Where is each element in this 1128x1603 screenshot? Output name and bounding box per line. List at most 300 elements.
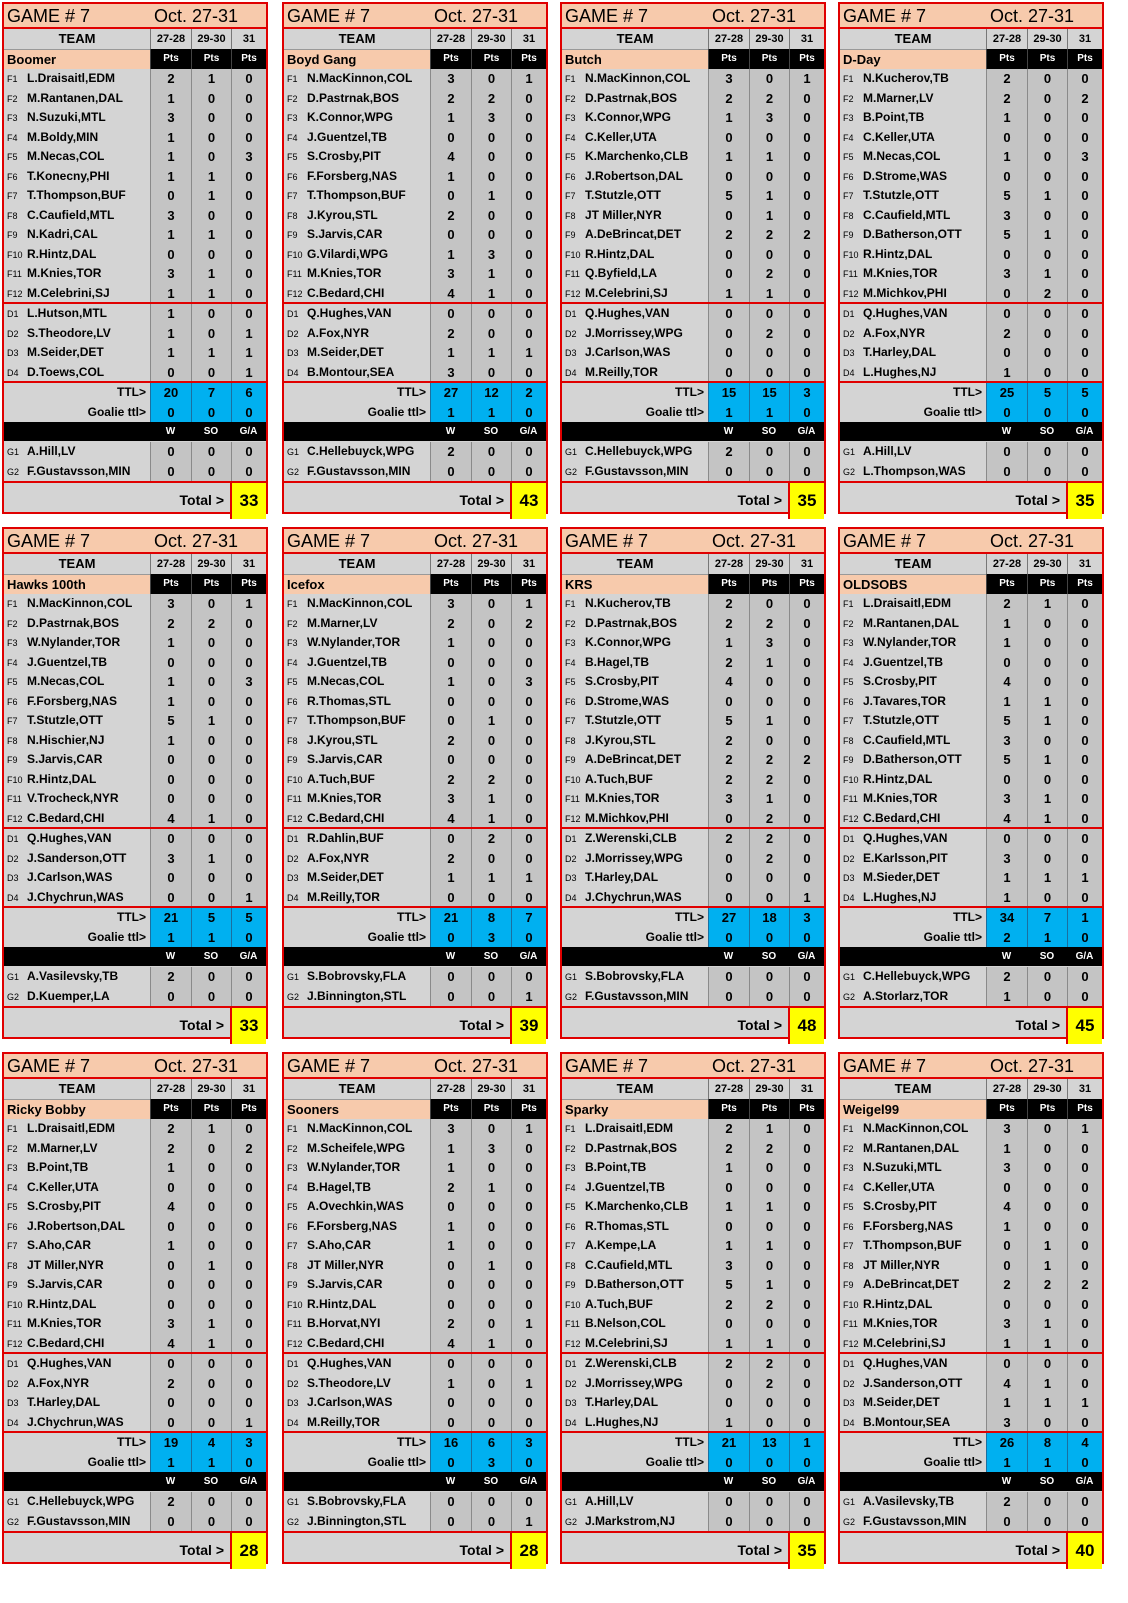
player-name-cell bbox=[4, 653, 150, 673]
position-label: F6 bbox=[287, 696, 298, 707]
points-cell: 0 bbox=[231, 1236, 266, 1256]
points-cell: 1 bbox=[191, 849, 231, 869]
goalie-ttl-value: 0 bbox=[1067, 403, 1102, 423]
points-cell: 1 bbox=[191, 711, 231, 731]
player-name-cell bbox=[284, 1334, 430, 1354]
player-name: J.Morrissey,WPG bbox=[585, 1375, 683, 1390]
position-label: F12 bbox=[7, 813, 23, 824]
points-cell: 0 bbox=[511, 147, 546, 167]
player-name-cell bbox=[4, 1393, 150, 1413]
goals-against-header: G/A bbox=[519, 426, 538, 437]
points-cell: 0 bbox=[789, 343, 824, 363]
points-cell: 0 bbox=[749, 1393, 789, 1413]
points-cell: 0 bbox=[191, 1374, 231, 1394]
points-cell: 0 bbox=[471, 1512, 511, 1532]
position-label: F1 bbox=[287, 599, 298, 609]
points-cell: 2 bbox=[430, 770, 471, 790]
points-cell: 1 bbox=[749, 284, 789, 304]
position-label: F9 bbox=[287, 1280, 298, 1290]
player-name-cell bbox=[840, 967, 986, 987]
player-name: S.Jarvis,CAR bbox=[307, 1277, 383, 1291]
points-cell: 0 bbox=[191, 672, 231, 692]
player-name-cell bbox=[562, 653, 708, 673]
points-cell: 0 bbox=[1027, 1217, 1067, 1237]
player-name-cell bbox=[562, 1295, 708, 1315]
points-cell: 0 bbox=[1067, 849, 1102, 869]
date-column-header: 31 bbox=[789, 554, 824, 574]
player-name: J.Sanderson,OTT bbox=[27, 850, 127, 865]
player-name: D.Pastrnak,BOS bbox=[585, 615, 678, 630]
player-name: N.Kucherov,TB bbox=[863, 71, 949, 85]
player-name-cell bbox=[840, 1119, 986, 1139]
points-cell: 0 bbox=[231, 829, 266, 849]
position-label: D4 bbox=[7, 1417, 19, 1428]
player-name-cell bbox=[840, 245, 986, 265]
player-name-cell bbox=[284, 89, 430, 109]
ttl-label: TTL> bbox=[675, 910, 704, 924]
player-name-cell bbox=[562, 1492, 708, 1512]
position-label: D4 bbox=[565, 1417, 577, 1428]
player-name-cell bbox=[284, 225, 430, 245]
points-cell: 2 bbox=[708, 731, 749, 751]
points-cell: 0 bbox=[191, 245, 231, 265]
goalie-ttl-value: 0 bbox=[511, 928, 546, 948]
ttl-value: 3 bbox=[231, 1433, 266, 1453]
position-label: F10 bbox=[7, 774, 23, 785]
position-label: F7 bbox=[565, 191, 576, 201]
position-label: D1 bbox=[287, 309, 299, 319]
ttl-label: TTL> bbox=[953, 1435, 982, 1449]
player-name: S.Jarvis,CAR bbox=[307, 752, 383, 766]
ttl-value: 4 bbox=[1067, 1433, 1102, 1453]
points-cell: 3 bbox=[430, 789, 471, 809]
player-name: D.Pastrnak,BOS bbox=[585, 1140, 678, 1155]
pts-header: Pts bbox=[150, 1099, 191, 1119]
player-name: C.Keller,UTA bbox=[27, 1179, 99, 1194]
position-label: G2 bbox=[843, 1516, 856, 1527]
player-name: T.Thompson,BUF bbox=[307, 713, 406, 727]
points-cell: 0 bbox=[150, 442, 191, 462]
points-cell: 0 bbox=[191, 633, 231, 653]
points-cell: 0 bbox=[789, 363, 824, 383]
points-cell: 1 bbox=[150, 284, 191, 304]
points-cell: 1 bbox=[749, 789, 789, 809]
game-number: GAME # 7 bbox=[565, 531, 649, 551]
position-label: G1 bbox=[843, 447, 856, 457]
points-cell: 4 bbox=[430, 1334, 471, 1354]
ttl-value: 16 bbox=[430, 1433, 471, 1453]
shutouts-header: SO bbox=[761, 1476, 777, 1487]
points-cell: 1 bbox=[150, 731, 191, 751]
position-label: F8 bbox=[565, 210, 576, 221]
team-card bbox=[2, 1052, 268, 1564]
ttl-value: 6 bbox=[231, 383, 266, 403]
player-name: K.Marchenko,CLB bbox=[585, 149, 689, 163]
points-cell: 0 bbox=[1067, 1512, 1102, 1532]
points-cell: 1 bbox=[191, 1256, 231, 1276]
position-label: F2 bbox=[843, 93, 854, 104]
date-column-header: 27-28 bbox=[430, 29, 471, 49]
position-label: F10 bbox=[843, 249, 859, 260]
points-cell: 0 bbox=[430, 967, 471, 987]
points-cell: 0 bbox=[1067, 809, 1102, 829]
points-cell: 0 bbox=[749, 1178, 789, 1198]
player-name: D.Pastrnak,BOS bbox=[307, 90, 400, 105]
goalie-ttl-value: 1 bbox=[749, 403, 789, 423]
position-label: D2 bbox=[843, 853, 855, 864]
goalie-ttl-value: 1 bbox=[191, 928, 231, 948]
points-cell: 1 bbox=[511, 1512, 546, 1532]
player-name-cell bbox=[284, 711, 430, 731]
points-cell: 0 bbox=[150, 462, 191, 482]
points-cell: 0 bbox=[231, 206, 266, 226]
position-label: F6 bbox=[287, 1221, 298, 1232]
points-cell: 0 bbox=[789, 324, 824, 344]
player-name-cell bbox=[562, 245, 708, 265]
player-name: M.Celebrini,SJ bbox=[27, 285, 110, 300]
points-cell: 2 bbox=[986, 1275, 1027, 1295]
player-name-cell bbox=[284, 69, 430, 89]
position-label: D1 bbox=[287, 834, 299, 844]
player-name: J.Morrissey,WPG bbox=[585, 325, 683, 340]
player-name-cell bbox=[562, 128, 708, 148]
date-column-header: 31 bbox=[511, 554, 546, 574]
position-label: F4 bbox=[843, 657, 854, 668]
position-label: F12 bbox=[287, 1338, 303, 1349]
points-cell: 1 bbox=[191, 809, 231, 829]
position-label: F8 bbox=[7, 1260, 18, 1271]
position-label: F5 bbox=[843, 1202, 854, 1212]
player-name-cell bbox=[562, 849, 708, 869]
points-cell: 0 bbox=[708, 1492, 749, 1512]
points-cell: 0 bbox=[1027, 967, 1067, 987]
points-cell: 0 bbox=[150, 987, 191, 1007]
player-name-cell bbox=[4, 1354, 150, 1374]
player-name-cell bbox=[284, 1295, 430, 1315]
points-cell: 4 bbox=[986, 672, 1027, 692]
player-name: N.MacKinnon,COL bbox=[307, 1121, 413, 1135]
points-cell: 0 bbox=[708, 868, 749, 888]
position-label: D2 bbox=[7, 328, 19, 339]
player-name-cell bbox=[840, 128, 986, 148]
points-cell: 0 bbox=[749, 245, 789, 265]
player-name: T.Thompson,BUF bbox=[27, 188, 126, 202]
player-name-cell bbox=[562, 167, 708, 187]
goalie-ttl-value: 1 bbox=[430, 403, 471, 423]
date-column-header: 31 bbox=[231, 1079, 266, 1099]
points-cell: 2 bbox=[749, 809, 789, 829]
player-name: R.Hintz,DAL bbox=[27, 246, 97, 261]
position-label: G1 bbox=[7, 1497, 20, 1507]
position-label: D3 bbox=[843, 873, 855, 883]
points-cell: 0 bbox=[749, 1413, 789, 1433]
points-cell: 0 bbox=[430, 1295, 471, 1315]
card-header bbox=[284, 1054, 546, 1079]
total-label: Total > bbox=[459, 1542, 504, 1558]
player-name: L.Thompson,WAS bbox=[863, 463, 966, 478]
goalie-ttl-label: Goalie ttl> bbox=[367, 1454, 426, 1469]
player-name-cell bbox=[4, 1197, 150, 1217]
points-cell: 0 bbox=[708, 343, 749, 363]
points-cell: 0 bbox=[430, 1512, 471, 1532]
player-name: B.Point,TB bbox=[585, 1160, 647, 1174]
points-cell: 0 bbox=[471, 1295, 511, 1315]
position-label: D4 bbox=[287, 892, 299, 903]
points-cell: 1 bbox=[986, 108, 1027, 128]
position-label: F5 bbox=[843, 152, 854, 162]
date-column-header: 29-30 bbox=[1027, 1079, 1067, 1099]
pts-header: Pts bbox=[708, 1099, 749, 1119]
points-cell: 0 bbox=[1067, 770, 1102, 790]
wins-header: W bbox=[1001, 426, 1012, 437]
goalie-ttl-value: 0 bbox=[231, 928, 266, 948]
player-name: J.Chychrun,WAS bbox=[27, 1414, 124, 1429]
points-cell: 3 bbox=[511, 672, 546, 692]
position-label: D2 bbox=[843, 1378, 855, 1389]
points-cell: 2 bbox=[789, 225, 824, 245]
player-name-cell bbox=[840, 1158, 986, 1178]
player-name-cell bbox=[284, 633, 430, 653]
points-cell: 2 bbox=[986, 967, 1027, 987]
points-cell: 0 bbox=[708, 264, 749, 284]
points-cell: 2 bbox=[1067, 1275, 1102, 1295]
ttl-value: 21 bbox=[708, 1433, 749, 1453]
points-cell: 0 bbox=[231, 1197, 266, 1217]
points-cell: 0 bbox=[150, 1178, 191, 1198]
player-name: M.Knies,TOR bbox=[585, 791, 660, 805]
total-label: Total > bbox=[179, 492, 224, 508]
points-cell: 1 bbox=[986, 1393, 1027, 1413]
game-number: GAME # 7 bbox=[565, 6, 649, 26]
player-name: J.Carlson,WAS bbox=[27, 870, 113, 884]
points-cell: 0 bbox=[150, 1354, 191, 1374]
player-name-cell bbox=[284, 967, 430, 987]
date-column-header: 27-28 bbox=[708, 554, 749, 574]
player-name-cell bbox=[840, 225, 986, 245]
points-cell: 0 bbox=[1027, 770, 1067, 790]
goals-against-header: G/A bbox=[519, 951, 538, 962]
team-name: KRS bbox=[562, 574, 708, 594]
player-name: S.Bobrovsky,FLA bbox=[307, 1494, 407, 1508]
points-cell: 2 bbox=[471, 770, 511, 790]
player-name: K.Marchenko,CLB bbox=[585, 1199, 689, 1213]
points-cell: 0 bbox=[789, 653, 824, 673]
points-cell: 0 bbox=[150, 829, 191, 849]
position-label: G1 bbox=[565, 447, 578, 457]
pts-header: Pts bbox=[749, 574, 789, 594]
player-name: A.Ovechkin,WAS bbox=[307, 1199, 404, 1213]
points-cell: 3 bbox=[430, 594, 471, 614]
ttl-label: TTL> bbox=[675, 1435, 704, 1449]
points-cell: 0 bbox=[430, 1256, 471, 1276]
points-cell: 2 bbox=[150, 1139, 191, 1159]
points-cell: 0 bbox=[511, 186, 546, 206]
player-name-cell bbox=[562, 1512, 708, 1532]
player-name: W.Nylander,TOR bbox=[27, 635, 121, 649]
position-label: F12 bbox=[7, 288, 23, 299]
points-cell: 0 bbox=[789, 1374, 824, 1394]
game-number: GAME # 7 bbox=[7, 1056, 91, 1076]
goalie-stats-header bbox=[840, 947, 1102, 966]
player-name: Q.Hughes,VAN bbox=[307, 306, 392, 320]
points-cell: 2 bbox=[789, 750, 824, 770]
goalie-stats-header bbox=[562, 947, 824, 966]
team-card bbox=[282, 2, 548, 514]
points-cell: 1 bbox=[150, 167, 191, 187]
points-cell: 0 bbox=[191, 206, 231, 226]
points-cell: 0 bbox=[471, 967, 511, 987]
points-cell: 5 bbox=[986, 711, 1027, 731]
player-name-cell bbox=[4, 711, 150, 731]
player-name-cell bbox=[284, 1275, 430, 1295]
player-name: C.Bedard,CHI bbox=[863, 810, 941, 825]
player-name-cell bbox=[562, 225, 708, 245]
points-cell: 0 bbox=[1067, 633, 1102, 653]
points-cell: 0 bbox=[231, 1158, 266, 1178]
team-column-header: TEAM bbox=[562, 1079, 708, 1099]
position-label: F2 bbox=[565, 93, 576, 104]
position-label: D2 bbox=[565, 328, 577, 339]
ttl-value: 18 bbox=[749, 908, 789, 928]
points-cell: 0 bbox=[511, 206, 546, 226]
points-cell: 2 bbox=[708, 594, 749, 614]
points-cell: 0 bbox=[708, 324, 749, 344]
goals-against-header: G/A bbox=[239, 951, 258, 962]
date-column-header: 31 bbox=[511, 1079, 546, 1099]
points-cell: 1 bbox=[986, 987, 1027, 1007]
ttl-value: 15 bbox=[708, 383, 749, 403]
points-cell: 0 bbox=[789, 770, 824, 790]
player-name: M.Seider,DET bbox=[307, 870, 384, 884]
date-column-header: 27-28 bbox=[430, 554, 471, 574]
points-cell: 0 bbox=[430, 462, 471, 482]
player-name: W.Nylander,TOR bbox=[307, 1160, 401, 1174]
points-cell: 0 bbox=[1067, 711, 1102, 731]
points-cell: 1 bbox=[430, 868, 471, 888]
points-cell: 1 bbox=[471, 186, 511, 206]
points-cell: 0 bbox=[511, 1217, 546, 1237]
pts-header: Pts bbox=[749, 1099, 789, 1119]
team-card bbox=[282, 527, 548, 1039]
points-cell: 0 bbox=[1067, 1354, 1102, 1374]
points-cell: 0 bbox=[1067, 128, 1102, 148]
ttl-value: 25 bbox=[986, 383, 1027, 403]
player-name-cell bbox=[4, 108, 150, 128]
goalie-ttl-value: 1 bbox=[150, 1453, 191, 1473]
points-cell: 0 bbox=[191, 789, 231, 809]
points-cell: 1 bbox=[191, 69, 231, 89]
goalie-ttl-value: 0 bbox=[511, 403, 546, 423]
total-label: Total > bbox=[1015, 1542, 1060, 1558]
points-cell: 0 bbox=[1067, 206, 1102, 226]
position-label: F6 bbox=[565, 171, 576, 182]
points-cell: 0 bbox=[191, 594, 231, 614]
goalie-ttl-value: 0 bbox=[708, 1453, 749, 1473]
points-cell: 0 bbox=[789, 1393, 824, 1413]
player-name: A.DeBrincat,DET bbox=[863, 1277, 960, 1291]
points-cell: 0 bbox=[986, 1236, 1027, 1256]
points-cell: 0 bbox=[789, 1197, 824, 1217]
points-cell: 2 bbox=[749, 89, 789, 109]
position-label: F9 bbox=[7, 230, 18, 240]
wins-header: W bbox=[1001, 1476, 1012, 1487]
points-cell: 0 bbox=[789, 147, 824, 167]
player-name: A.Tuch,BUF bbox=[585, 1296, 653, 1311]
points-cell: 0 bbox=[191, 1413, 231, 1433]
points-cell: 1 bbox=[471, 343, 511, 363]
pts-header: Pts bbox=[1067, 574, 1102, 594]
points-cell: 1 bbox=[511, 594, 546, 614]
date-column-header: 29-30 bbox=[749, 29, 789, 49]
points-cell: 1 bbox=[150, 225, 191, 245]
ttl-value: 3 bbox=[789, 383, 824, 403]
total-label: Total > bbox=[1015, 492, 1060, 508]
position-label: D2 bbox=[7, 853, 19, 864]
player-name-cell bbox=[4, 147, 150, 167]
player-name-cell bbox=[284, 731, 430, 751]
player-name-cell bbox=[840, 692, 986, 712]
player-name: C.Keller,UTA bbox=[585, 129, 657, 144]
points-cell: 1 bbox=[430, 167, 471, 187]
player-name-cell bbox=[4, 1334, 150, 1354]
player-name: L.Hughes,NJ bbox=[863, 364, 937, 379]
points-cell: 1 bbox=[511, 868, 546, 888]
points-cell: 0 bbox=[789, 692, 824, 712]
points-cell: 0 bbox=[511, 1334, 546, 1354]
team-column-header: TEAM bbox=[840, 554, 986, 574]
points-cell: 0 bbox=[471, 1393, 511, 1413]
player-name: D.Batherson,OTT bbox=[585, 1277, 684, 1291]
points-cell: 1 bbox=[749, 1275, 789, 1295]
position-label: F2 bbox=[287, 1143, 298, 1154]
position-label: F12 bbox=[565, 288, 581, 299]
player-name-cell bbox=[840, 789, 986, 809]
points-cell: 1 bbox=[191, 186, 231, 206]
player-name-cell bbox=[284, 363, 430, 383]
goalie-ttl-value: 0 bbox=[749, 928, 789, 948]
points-cell: 1 bbox=[986, 1139, 1027, 1159]
points-cell: 4 bbox=[430, 809, 471, 829]
points-cell: 3 bbox=[986, 1314, 1027, 1334]
player-name: A.Tuch,BUF bbox=[585, 771, 653, 786]
points-cell: 0 bbox=[430, 987, 471, 1007]
points-cell: 0 bbox=[789, 1119, 824, 1139]
points-cell: 0 bbox=[1027, 147, 1067, 167]
points-cell: 0 bbox=[191, 987, 231, 1007]
shutouts-header: SO bbox=[483, 951, 499, 962]
player-name: F.Forsberg,NAS bbox=[863, 1218, 954, 1233]
player-name: W.Nylander,TOR bbox=[307, 635, 401, 649]
points-cell: 1 bbox=[471, 284, 511, 304]
position-label: F1 bbox=[7, 74, 18, 84]
ttl-label: TTL> bbox=[953, 910, 982, 924]
points-cell: 0 bbox=[511, 1139, 546, 1159]
position-label: F6 bbox=[7, 696, 18, 707]
position-label: F3 bbox=[843, 638, 854, 648]
shutouts-header: SO bbox=[483, 426, 499, 437]
player-name-cell bbox=[4, 829, 150, 849]
points-cell: 0 bbox=[1067, 1197, 1102, 1217]
points-cell: 0 bbox=[511, 1492, 546, 1512]
points-cell: 0 bbox=[231, 1354, 266, 1374]
points-cell: 0 bbox=[708, 987, 749, 1007]
points-cell: 1 bbox=[471, 264, 511, 284]
team-name: Sparky bbox=[562, 1099, 708, 1119]
position-label: F7 bbox=[7, 1241, 18, 1251]
player-name: F.Gustavsson,MIN bbox=[863, 1513, 967, 1528]
player-name-cell bbox=[562, 1334, 708, 1354]
points-cell: 2 bbox=[150, 69, 191, 89]
